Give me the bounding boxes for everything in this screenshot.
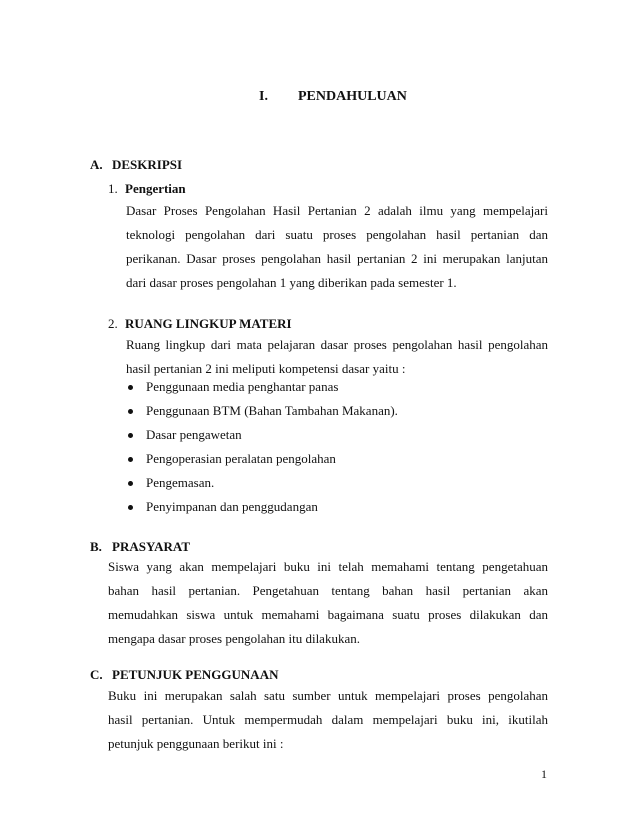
list-item-text: Dasar pengawetan: [146, 427, 242, 442]
subsection-1-title: Pengertian: [125, 181, 186, 196]
chapter-title: PENDAHULUAN: [298, 89, 407, 104]
paragraph-line: Buku ini merupakan salah satu sumber untuk mempelajari proses pengolahan: [108, 688, 548, 703]
bullet-icon: [128, 457, 133, 462]
bullet-icon: [128, 433, 133, 438]
bullet-icon: [128, 385, 133, 390]
subsection-1-heading: [108, 181, 186, 197]
paragraph-line: hasil pertanian. Untuk mempermudah dalam mempelajari buku ini, ikutilah: [108, 712, 548, 727]
paragraph-line: memudahkan siswa untuk memahami bagaimana suatu proses dilakukan dan: [108, 607, 548, 622]
paragraph-line: Siswa yang akan mempelajari buku ini telah memahami tentang pengetahuan: [108, 559, 548, 574]
section-c-heading: [90, 667, 278, 683]
paragraph-line: mengapa dasar proses pengolahan itu dilakukan.: [108, 631, 360, 646]
list-item: [126, 399, 398, 423]
page-number: 1: [541, 767, 547, 781]
section-c-title: PETUNJUK PENGGUNAAN: [112, 667, 279, 682]
ruang-lingkup-paragraph: [126, 333, 548, 381]
list-item: [126, 495, 398, 519]
paragraph-line: bahan hasil pertanian. Pengetahuan tentang bahan hasil pertanian akan: [108, 583, 548, 598]
section-a-marker: A.: [90, 157, 103, 172]
section-b-title: PRASYARAT: [112, 539, 191, 554]
list-item-text: Pengemasan.: [146, 475, 215, 490]
list-item-text: Penggunaan media penghantar panas: [146, 379, 339, 394]
subsection-2-marker: 2.: [108, 316, 118, 331]
bullet-icon: [128, 409, 133, 414]
list-item: [126, 447, 398, 471]
subsection-1-marker: 1.: [108, 181, 118, 196]
list-item-text: Penggunaan BTM (Bahan Tambahan Makanan).: [146, 403, 398, 418]
section-a-title: DESKRIPSI: [112, 157, 183, 172]
paragraph-line: perikanan. Dasar proses pengolahan hasil pertanian 2 ini merupakan lanjutan: [126, 251, 548, 266]
section-a-heading: [90, 157, 182, 173]
paragraph-line: teknologi pengolahan dari suatu proses pengolahan hasil pertanian dan: [126, 227, 548, 242]
paragraph-line: Dasar Proses Pengolahan Hasil Pertanian 2 adalah ilmu yang mempelajari: [126, 203, 548, 218]
list-item-text: Pengoperasian peralatan pengolahan: [146, 451, 336, 466]
prasyarat-paragraph: [108, 555, 548, 651]
paragraph-line: Ruang lingkup dari mata pelajaran dasar proses pengolahan hasil pengolahan: [126, 337, 548, 352]
section-b-heading: [90, 539, 190, 555]
competency-list: [126, 375, 398, 519]
subsection-2-heading: [108, 316, 292, 332]
chapter-number: I.: [259, 89, 268, 104]
pengertian-paragraph: [126, 199, 548, 295]
petunjuk-paragraph: [108, 684, 548, 756]
bullet-icon: [128, 481, 133, 486]
bullet-icon: [128, 505, 133, 510]
section-b-marker: B.: [90, 539, 102, 554]
paragraph-line: petunjuk penggunaan berikut ini :: [108, 736, 284, 751]
paragraph-line: hasil pertanian 2 ini meliputi kompetensi dasar yaitu :: [126, 361, 406, 376]
list-item-text: Penyimpanan dan penggudangan: [146, 499, 318, 514]
section-c-marker: C.: [90, 667, 103, 682]
list-item: [126, 471, 398, 495]
list-item: [126, 423, 398, 447]
paragraph-line: dari dasar proses pengolahan 1 yang diberikan pada semester 1.: [126, 275, 457, 290]
subsection-2-title: RUANG LINGKUP MATERI: [125, 316, 292, 331]
list-item: [126, 375, 398, 399]
